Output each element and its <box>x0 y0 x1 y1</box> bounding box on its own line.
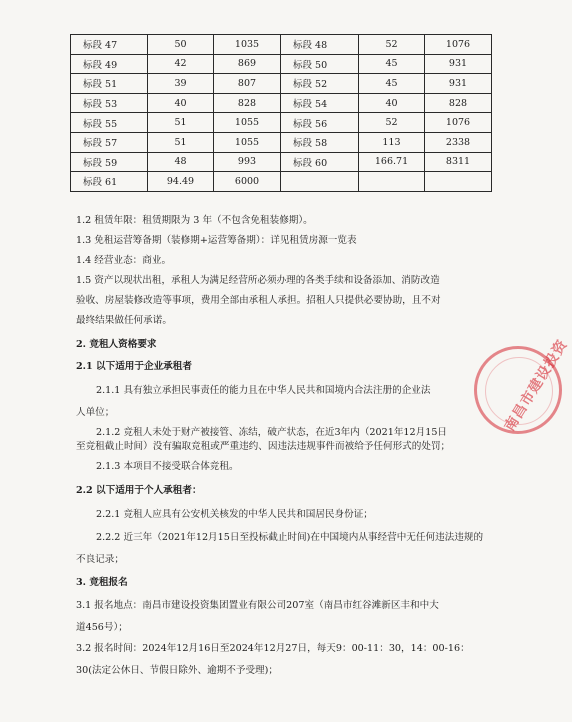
para-2-1-2-line-1: 2.1.2 竞租人未处于财产被接管、冻结，破产状态，在近3年内（2021年12月15日 <box>96 427 448 438</box>
rent-cell: 869 <box>214 54 281 74</box>
area-cell: 166.71 <box>359 152 425 172</box>
lease-lot-table <box>70 34 492 192</box>
red-official-seal <box>474 336 571 435</box>
lot-cell: 标段 51 <box>71 74 148 94</box>
rent-cell: 828 <box>214 93 281 113</box>
para-2-2-1: 2.2.1 竞租人应具有公安机关核发的中华人民共和国居民身份证； <box>96 509 373 520</box>
para-3-1-line-1: 3.1 报名地点：南昌市建设投资集团置业有限公司207室（南昌市红谷滩新区丰和中大 <box>76 600 439 611</box>
para-3-2-line-2: 30(法定公休日、节假日除外、逾期不予受理)； <box>76 665 278 676</box>
para-2-1-1-line-2: 人单位； <box>76 407 115 418</box>
rent-cell: 807 <box>214 74 281 94</box>
section-3-heading: 3. 竞租报名 <box>76 577 128 588</box>
lot-cell: 标段 52 <box>281 74 359 94</box>
lot-cell: 标段 56 <box>281 113 359 133</box>
lot-cell: 标段 50 <box>281 54 359 74</box>
lot-cell: 标段 59 <box>71 152 148 172</box>
table-row <box>71 93 492 113</box>
area-cell: 52 <box>359 113 425 133</box>
table-row <box>71 35 492 55</box>
area-cell: 52 <box>359 35 425 55</box>
para-2-2-2-line-2: 不良记录； <box>76 554 124 565</box>
lot-cell: 标段 57 <box>71 132 148 152</box>
rent-cell: 828 <box>425 93 492 113</box>
area-cell: 39 <box>148 74 214 94</box>
area-cell: 42 <box>148 54 214 74</box>
lot-cell: 标段 48 <box>281 35 359 55</box>
lot-cell: 标段 61 <box>71 172 148 192</box>
lot-cell: 标段 53 <box>71 93 148 113</box>
para-1-3: 1.3 免租运营筹备期（装修期+运营筹备期）：详见租赁房源一览表 <box>76 235 357 246</box>
table-row <box>71 74 492 94</box>
rent-cell: 1076 <box>425 35 492 55</box>
area-cell: 51 <box>148 132 214 152</box>
area-cell: 45 <box>359 54 425 74</box>
rent-cell: 1076 <box>425 113 492 133</box>
area-cell: 113 <box>359 132 425 152</box>
rent-cell: 1055 <box>214 113 281 133</box>
area-cell: 51 <box>148 113 214 133</box>
table-row <box>71 132 492 152</box>
para-3-2-line-1: 3.2 报名时间：2024年12月16日至2024年12月27日，每天9：00-11：30，14：00-16： <box>76 643 470 654</box>
para-2-1-1-line-1: 2.1.1 具有独立承担民事责任的能力且在中华人民共和国境内合法注册的企业法 <box>96 385 431 396</box>
section-2-heading: 2. 竞租人资格要求 <box>76 339 157 350</box>
para-1-2: 1.2 租赁年限：租赁期限为 3 年（不包含免租装修期）。 <box>76 215 313 226</box>
lot-cell: 标段 54 <box>281 93 359 113</box>
rent-cell: 931 <box>425 74 492 94</box>
para-1-5-line-2: 验收、房屋装修改造等事项，费用全部由承租人承担。招租人只提供必要协助，且不对 <box>76 295 441 306</box>
table-row <box>71 152 492 172</box>
table-row <box>71 172 492 192</box>
rent-cell: 1055 <box>214 132 281 152</box>
area-cell: 48 <box>148 152 214 172</box>
lot-cell: 标段 55 <box>71 113 148 133</box>
area-cell: 45 <box>359 74 425 94</box>
lot-cell: 标段 58 <box>281 132 359 152</box>
area-cell: 40 <box>359 93 425 113</box>
para-2-1-3: 2.1.3 本项目不接受联合体竞租。 <box>96 461 239 472</box>
table-row <box>71 113 492 133</box>
para-2-2-2-line-1: 2.2.2 近三年（2021年12月15日至投标截止时间)在中国境内从事经营中无任何违法违规的 <box>96 532 484 543</box>
lot-cell: 标段 47 <box>71 35 148 55</box>
subsection-2-2-heading: 2.2 以下适用于个人承租者： <box>76 485 202 496</box>
rent-cell: 931 <box>425 54 492 74</box>
seal-text: 南昌市建设投资 <box>501 336 571 435</box>
rent-cell <box>425 172 492 192</box>
subsection-2-1-heading: 2.1 以下适用于企业承租者 <box>76 361 192 372</box>
para-1-4: 1.4 经营业态：商业。 <box>76 255 172 266</box>
area-cell: 40 <box>148 93 214 113</box>
rent-cell: 8311 <box>425 152 492 172</box>
para-1-5-line-1: 1.5 资产以现状出租，承租人为满足经营所必须办理的各类手续和设备添加、消防改造 <box>76 275 440 286</box>
lot-cell <box>281 172 359 192</box>
area-cell <box>359 172 425 192</box>
lot-cell: 标段 60 <box>281 152 359 172</box>
area-cell: 50 <box>148 35 214 55</box>
para-3-1-line-2: 道456号）； <box>76 622 128 633</box>
para-1-5-line-3: 最终结果做任何承诺。 <box>76 315 172 326</box>
area-cell: 94.49 <box>148 172 214 192</box>
table-row <box>71 54 492 74</box>
lot-cell: 标段 49 <box>71 54 148 74</box>
rent-cell: 6000 <box>214 172 281 192</box>
rent-cell: 1035 <box>214 35 281 55</box>
rent-cell: 993 <box>214 152 281 172</box>
para-2-1-2-line-2: 至竞租截止时间）没有骗取竞租或严重违约、因违法违规事件而被给予任何形式的处罚； <box>76 441 451 452</box>
rent-cell: 2338 <box>425 132 492 152</box>
